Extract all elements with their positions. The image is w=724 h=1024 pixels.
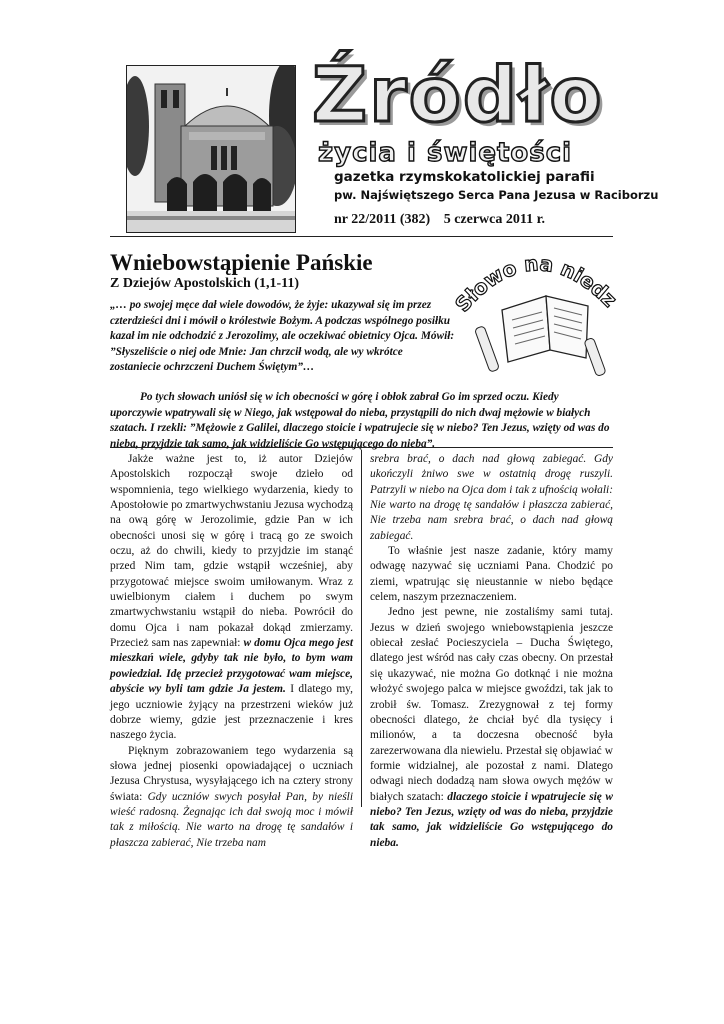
text-run: Jedno jest pewne, nie zostaliśmy sami tutaj. Jezus w dzień swojego wniebowstąpienia jeszcze obiecał zesłać Pocieszyciela – Ducha Świętego, dlatego jest wśród nas cały czas obecny. On przestał się ukazywać, nie można Go dotknąć i nie można włożyć swojego palca w miejsce gwoździ, tak jak to zrobił św. Tomasz. Zrezygnował z tej formy obecności dlatego, że chciał być dla tysięcy i milionów, a ta doczesna obecność była zarezerwowana dla niewielu. Przestał się objawiać w formie widzialnej, ale pozostał z nami. Dlatego odwagi niech dodadzą nam słowa owych mężów w białych szatach: xyxy=(370,606,613,803)
open-book-icon xyxy=(502,296,588,362)
paragraph xyxy=(110,744,353,851)
scripture-reference: Z Dziejów Apostolskich (1,1-11) xyxy=(110,276,299,291)
paragraph xyxy=(370,605,613,851)
issue-number: nr 22/2011 (382) xyxy=(334,212,431,227)
church-photo xyxy=(126,65,296,233)
article-column-right xyxy=(370,452,613,851)
header-divider xyxy=(110,236,613,237)
article-title: Wniebowstąpienie Pańskie xyxy=(110,250,373,275)
scripture-quote-continuation xyxy=(110,390,613,452)
paragraph: To właśnie jest nasze zadanie, który mamy odwagę nazywać się uczniami Pana. Chodzić po ziemi, wpatrując się nieustannie w niebo będące celem, naszym przeznaczeniem. xyxy=(370,545,613,604)
issue-date: 5 czerwca 2011 r. xyxy=(443,212,546,227)
text-run: I dlatego my, jego uczniowie żyjący na przestrzeni wieków już dobrze wiemy, gdzie jest przeznaczenie i kres naszego życia. xyxy=(110,683,353,742)
badge-text: Słowo na nied xyxy=(450,251,613,317)
masthead-title: Źródło xyxy=(312,50,604,139)
article-column-left xyxy=(110,452,353,851)
parish-line-1: gazetka rzymskokatolickiej parafii xyxy=(334,169,595,185)
scripture-quote-paragraph: Po tych słowach uniósł się w ich obecności w górę i obłok zabrał Go im sprzed oczu. Kiedy uporczywie wpatrywali się w Niego, jak wstępował do nieba, przystąpili do nich dwaj mężowie w białych szatach. I rzekli: ”Mężowie z Galilei, dlaczego stoicie i wpatrujecie się w niebo? Ten Jezus, wzięty od was do nieba, przyjdzie tak samo, jak widzieliście Go wstępującego do nieba”. xyxy=(110,391,610,450)
masthead-subtitle: życia i świętości xyxy=(318,138,573,168)
parish-info xyxy=(334,168,659,204)
slowo-na-niedziele-badge xyxy=(450,238,618,378)
song-lyrics: Gdy uczniów swych posyłał Pan, by nieśli wieść radosną. Żegnając ich dał swoją moc i mówił tak z miłością. Nie warto na drogę tę sandałów i płaszcza zabierać, Nie trzeba nam xyxy=(110,790,353,849)
text-run: Pięknym zobrazowaniem tego wydarzenia są słowa jednej piosenki opowiadającej o uczniach Jezusa Chrystusa, wysyłającego ich na cztery strony świata: xyxy=(110,744,353,803)
quote-divider xyxy=(110,447,613,448)
paragraph xyxy=(370,452,613,544)
paragraph xyxy=(110,452,353,744)
emphasized-quote: dlaczego stoicie i wpatrujecie się w niebo? Ten Jezus, wzięty od was do nieba, przyjdzie tak samo, jak widzieliście Go wstępującego do nieba. xyxy=(370,790,613,849)
scripture-quote-intro: „… po swojej męce dał wiele dowodów, że żyje: ukazywał się im przez czterdzieści dni i mówił o królestwie Bożym. A podczas wspólnego posiłku kazał im nie odchodzić z Jerozolimy, ale oczekiwać obietnicy Ojca. Mówił: ”Słyszeliście o niej ode Mnie: Jan chrzcił wodą, ale wy wkrótce zostaniecie ochrzczeni Duchem Świętym”… xyxy=(110,299,455,374)
issue-info xyxy=(334,212,545,228)
emphasized-quote: w domu Ojca mego jest mieszkań wiele, gdyby tak nie było, to bym wam powiedział. Idę przecież przygotować wam miejsce, abyście wy byli tam gdzie Ja jestem. xyxy=(110,637,353,696)
parish-line-2: pw. Najświętszego Serca Pana Jezusa w Raciborzu xyxy=(334,188,659,202)
text-run: Jakże ważne jest to, iż autor Dziejów Apostolskich rozpoczął swoje dzieło od wspomnienia, tego wielkiego wydarzenia, kiedy to Apostołowie po zmartwychwstaniu Jezusa wychodzą na ową górę w Jerozolimie, gdzie Pan w ich obecności unosi się w górę i tracą go ze swoich oczu, aż do chwili, kiedy to przyjdzie im stanąć przed Nim tam, gdzie wstąpił wcześniej, aby przygotować miejsce swoim umiłowanym. Wraz z uwielbionym ciałem i duchem po swym zmartwychwstaniu wstąpił do nieba. Powrócił do domu Ojca i nam pokazał dokąd zmierzamy. Przecież sam nas zapewniał: xyxy=(110,453,353,650)
column-divider xyxy=(361,450,362,807)
song-lyrics: srebra brać, o dach nad głową zabiegać. Gdy ukończyli żniwo swe w ostatnią drogę ruszyli. Patrzyli w niebo na Ojca dom i tak z ufnością wołali: Nie warto na drogę tę sandałów i płaszcza zabierać, Nie trzeba nam srebra brać, o dach nad głową zabiegać. xyxy=(370,453,613,542)
